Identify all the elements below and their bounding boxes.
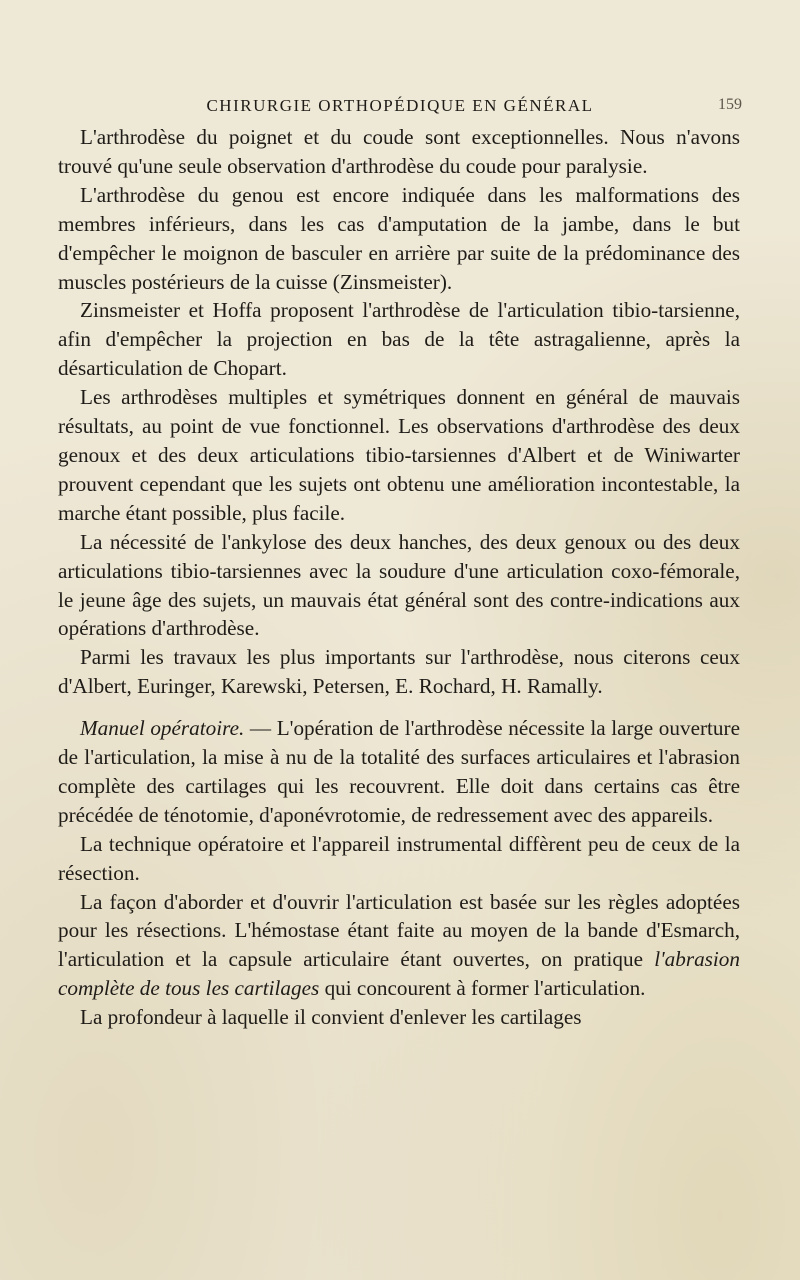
page-number: 159: [718, 96, 742, 113]
paragraph: L'arthrodèse du poignet et du coude sont exceptionnelles. Nous n'avons trouvé qu'une seule observation d'arthrodèse du coude pour paralysie.: [58, 125, 740, 178]
paragraph: Zinsmeister et Hoffa proposent l'arthrodèse de l'articulation tibio-tarsienne, afin d'empêcher la projection en bas de la tête astragalienne, après la désarticulation de Chopart.: [58, 298, 740, 381]
emphasis-text: l'abrasion complète de tous les cartilages: [58, 947, 740, 1001]
paragraph-text: La façon d'aborder et d'ouvrir l'articulation est basée sur les règles adoptées pour les résections. L'hémostase étant faite au moyen de la bande d'Esmarch, l'articulation et la capsule articulaire étant ouvertes, on pratique: [58, 889, 740, 972]
paragraph: La nécessité de l'ankylose des deux hanches, des deux genoux ou des deux articulations tibio-tarsiennes avec la soudure d'une articulation coxo-fémorale, le jeune âge des sujets, un mauvais état général sont des contre-indications aux opérations d'arthrodèse.: [58, 529, 740, 641]
page-header: [0, 92, 800, 122]
paragraph: L'arthrodèse du genou est encore indiquée dans les malformations des membres inférieurs, dans les cas d'amputation de la jambe, dans le but d'empêcher le moignon de basculer en arrière par suite de la prédominance des muscles postérieurs de la cuisse (Zinsmeister).: [58, 182, 740, 294]
paragraph-text: qui concourent à former l'articulation.: [319, 976, 646, 1001]
paragraph-abrasion: [58, 888, 740, 1004]
paragraph: Parmi les travaux les plus importants sur l'arthrodèse, nous citerons ceux d'Albert, Euringer, Karewski, Petersen, E. Rochard, H. Ramally.: [58, 645, 740, 699]
section-heading: Manuel opératoire.: [80, 716, 245, 741]
paragraph: La profondeur à laquelle il convient d'enlever les cartilages: [80, 1005, 582, 1030]
section-paragraph: [58, 714, 740, 830]
running-title: CHIRURGIE ORTHOPÉDIQUE EN GÉNÉRAL: [206, 96, 594, 115]
paragraph: La technique opératoire et l'appareil instrumental diffèrent peu de ceux de la résection.: [58, 831, 740, 885]
body-text: [58, 123, 740, 1032]
section-text: — L'opération de l'arthrodèse nécessite la large ouverture de l'articulation, la mise à nu de la totalité des surfaces articulaires et l'abrasion complète des cartilages qui les recouvrent. Elle doit dans certains cas être précédée de ténotomie, d'aponévrotomie, de redressement avec des appareils.: [58, 716, 740, 827]
paragraph: Les arthrodèses multiples et symétriques donnent en général de mauvais résultats, au point de vue fonctionnel. Les observations d'arthrodèse des deux genoux et des deux articulations tibio-tarsiennes d'Albert et de Winiwarter prouvent cependant que les sujets ont obtenu une amélioration incontestable, la marche étant possible, plus facile.: [58, 385, 740, 525]
